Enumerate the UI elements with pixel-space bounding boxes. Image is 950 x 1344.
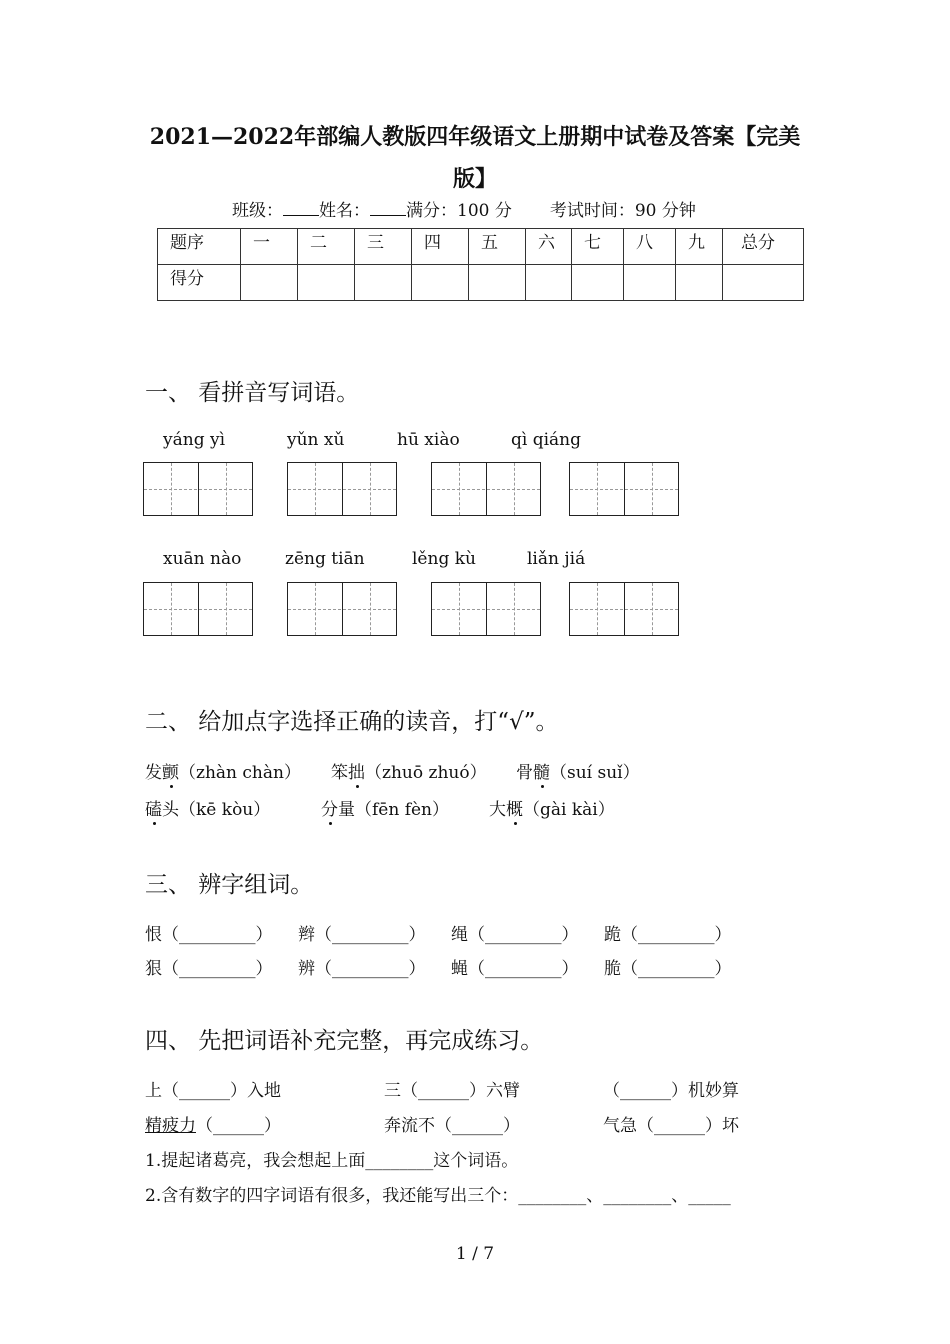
section-3-title: 三、 辨字组词。 <box>145 872 314 898</box>
word-part: 量 <box>338 800 355 820</box>
writing-grid[interactable] <box>431 462 541 516</box>
idiom-blank[interactable]: 上（______）入地 <box>145 1081 281 1101</box>
score-table-score-row <box>158 265 804 301</box>
idiom-blank-rest: （______） <box>196 1116 281 1136</box>
dotted-char: 概 <box>506 795 523 820</box>
writing-grid[interactable] <box>569 462 679 516</box>
reading-options: （fēn fèn） <box>355 800 450 820</box>
name-blank[interactable] <box>370 201 406 216</box>
reading-item[interactable] <box>145 795 270 820</box>
writing-grid[interactable] <box>143 462 253 516</box>
pinyin-label: yáng yì <box>163 430 226 450</box>
score-cell[interactable] <box>676 265 723 301</box>
word-blank[interactable]: 跪（_________） <box>604 925 732 945</box>
word-blank[interactable]: 恨（_________） <box>145 925 273 945</box>
score-header-cell: 六 <box>526 229 572 265</box>
score-header-cell: 三 <box>355 229 412 265</box>
reading-item[interactable] <box>516 758 640 783</box>
word-blank[interactable]: 辨（_________） <box>298 959 426 979</box>
name-label: 姓名： <box>319 201 370 221</box>
reading-options: （zhuō zhuó） <box>365 763 487 783</box>
word-part: 骨 <box>516 763 533 783</box>
word-blank[interactable]: 辫（_________） <box>298 925 426 945</box>
section-4-title: 四、 先把词语补充完整，再完成练习。 <box>145 1028 544 1054</box>
word-part: 大 <box>489 800 506 820</box>
word-blank[interactable]: 绳（_________） <box>451 925 579 945</box>
reading-item[interactable] <box>145 758 301 783</box>
pinyin-label: yǔn xǔ <box>287 430 345 450</box>
reading-options: （kē kòu） <box>179 800 271 820</box>
dotted-char: 颤 <box>162 758 179 783</box>
score-header-cell: 题序 <box>158 229 241 265</box>
score-header-cell: 一 <box>241 229 298 265</box>
score-cell[interactable] <box>723 265 804 301</box>
pinyin-label: qì qiáng <box>511 430 582 450</box>
reading-options: （gài kài） <box>523 800 615 820</box>
section-1-title: 一、 看拼音写词语。 <box>145 380 360 406</box>
word-part: 头 <box>162 800 179 820</box>
score-cell[interactable] <box>469 265 526 301</box>
word-blank[interactable]: 脆（_________） <box>604 959 732 979</box>
score-header-cell: 九 <box>676 229 723 265</box>
reading-item[interactable] <box>489 795 615 820</box>
score-table-header-row <box>158 229 804 265</box>
score-cell[interactable] <box>241 265 298 301</box>
score-cell[interactable] <box>572 265 624 301</box>
pinyin-label: zēng tiān <box>285 549 365 569</box>
idiom-blank[interactable]: 奔流不（______） <box>384 1116 520 1136</box>
score-cell[interactable] <box>412 265 469 301</box>
score-header-cell: 八 <box>624 229 676 265</box>
exam-meta <box>232 196 696 221</box>
word-part: 发 <box>145 763 162 783</box>
idiom-blank[interactable] <box>145 1111 281 1136</box>
word-blank[interactable]: 蝇（_________） <box>451 959 579 979</box>
class-blank[interactable] <box>283 201 319 216</box>
reading-options: （zhàn chàn） <box>179 763 301 783</box>
question-2[interactable]: 2.含有数字的四字词语有很多，我还能写出三个：________、________、_____ <box>145 1186 731 1206</box>
idiom-blank[interactable]: （______）机妙算 <box>603 1081 739 1101</box>
score-cell[interactable] <box>526 265 572 301</box>
dotted-char: 髓 <box>533 758 550 783</box>
writing-grid[interactable] <box>287 462 397 516</box>
score-header-cell: 七 <box>572 229 624 265</box>
class-label: 班级： <box>232 201 283 221</box>
dotted-char: 磕 <box>145 795 162 820</box>
score-cell[interactable] <box>355 265 412 301</box>
score-header-cell: 四 <box>412 229 469 265</box>
dotted-char: 分 <box>321 795 338 820</box>
idiom-blank[interactable]: 三（______）六臂 <box>384 1081 520 1101</box>
pinyin-label: xuān nào <box>163 549 242 569</box>
exam-time: 考试时间：90 分钟 <box>549 201 696 221</box>
score-header-cell: 二 <box>298 229 355 265</box>
reading-item[interactable] <box>321 795 449 820</box>
page-number: 1 / 7 <box>455 1244 495 1264</box>
writing-grid[interactable] <box>287 582 397 636</box>
writing-grid[interactable] <box>143 582 253 636</box>
writing-grid[interactable] <box>569 582 679 636</box>
section-2-title: 二、 给加点字选择正确的读音，打“√”。 <box>145 709 559 735</box>
full-score: 满分：100 分 <box>406 201 512 221</box>
score-header-cell: 五 <box>469 229 526 265</box>
question-1[interactable]: 1.提起诸葛亮，我会想起上面________这个词语。 <box>145 1151 519 1171</box>
pinyin-label: liǎn jiá <box>527 549 586 569</box>
underlined-word: 精疲力 <box>145 1116 196 1136</box>
document-title: 2021—2022年部编人教版四年级语文上册期中试卷及答案【完美版】 <box>149 124 801 192</box>
score-cell[interactable] <box>624 265 676 301</box>
score-row-label: 得分 <box>158 265 241 301</box>
word-blank[interactable]: 狠（_________） <box>145 959 273 979</box>
word-part: 笨 <box>331 763 348 783</box>
score-header-cell: 总分 <box>723 229 804 265</box>
idiom-blank[interactable]: 气急（______）坏 <box>603 1116 739 1136</box>
reading-item[interactable] <box>331 758 487 783</box>
pinyin-label: hū xiào <box>397 430 460 450</box>
dotted-char: 拙 <box>348 758 365 783</box>
pinyin-label: lěng kù <box>412 549 476 569</box>
writing-grid[interactable] <box>431 582 541 636</box>
score-cell[interactable] <box>298 265 355 301</box>
reading-options: （suí suǐ） <box>550 763 640 783</box>
score-table <box>157 228 804 301</box>
